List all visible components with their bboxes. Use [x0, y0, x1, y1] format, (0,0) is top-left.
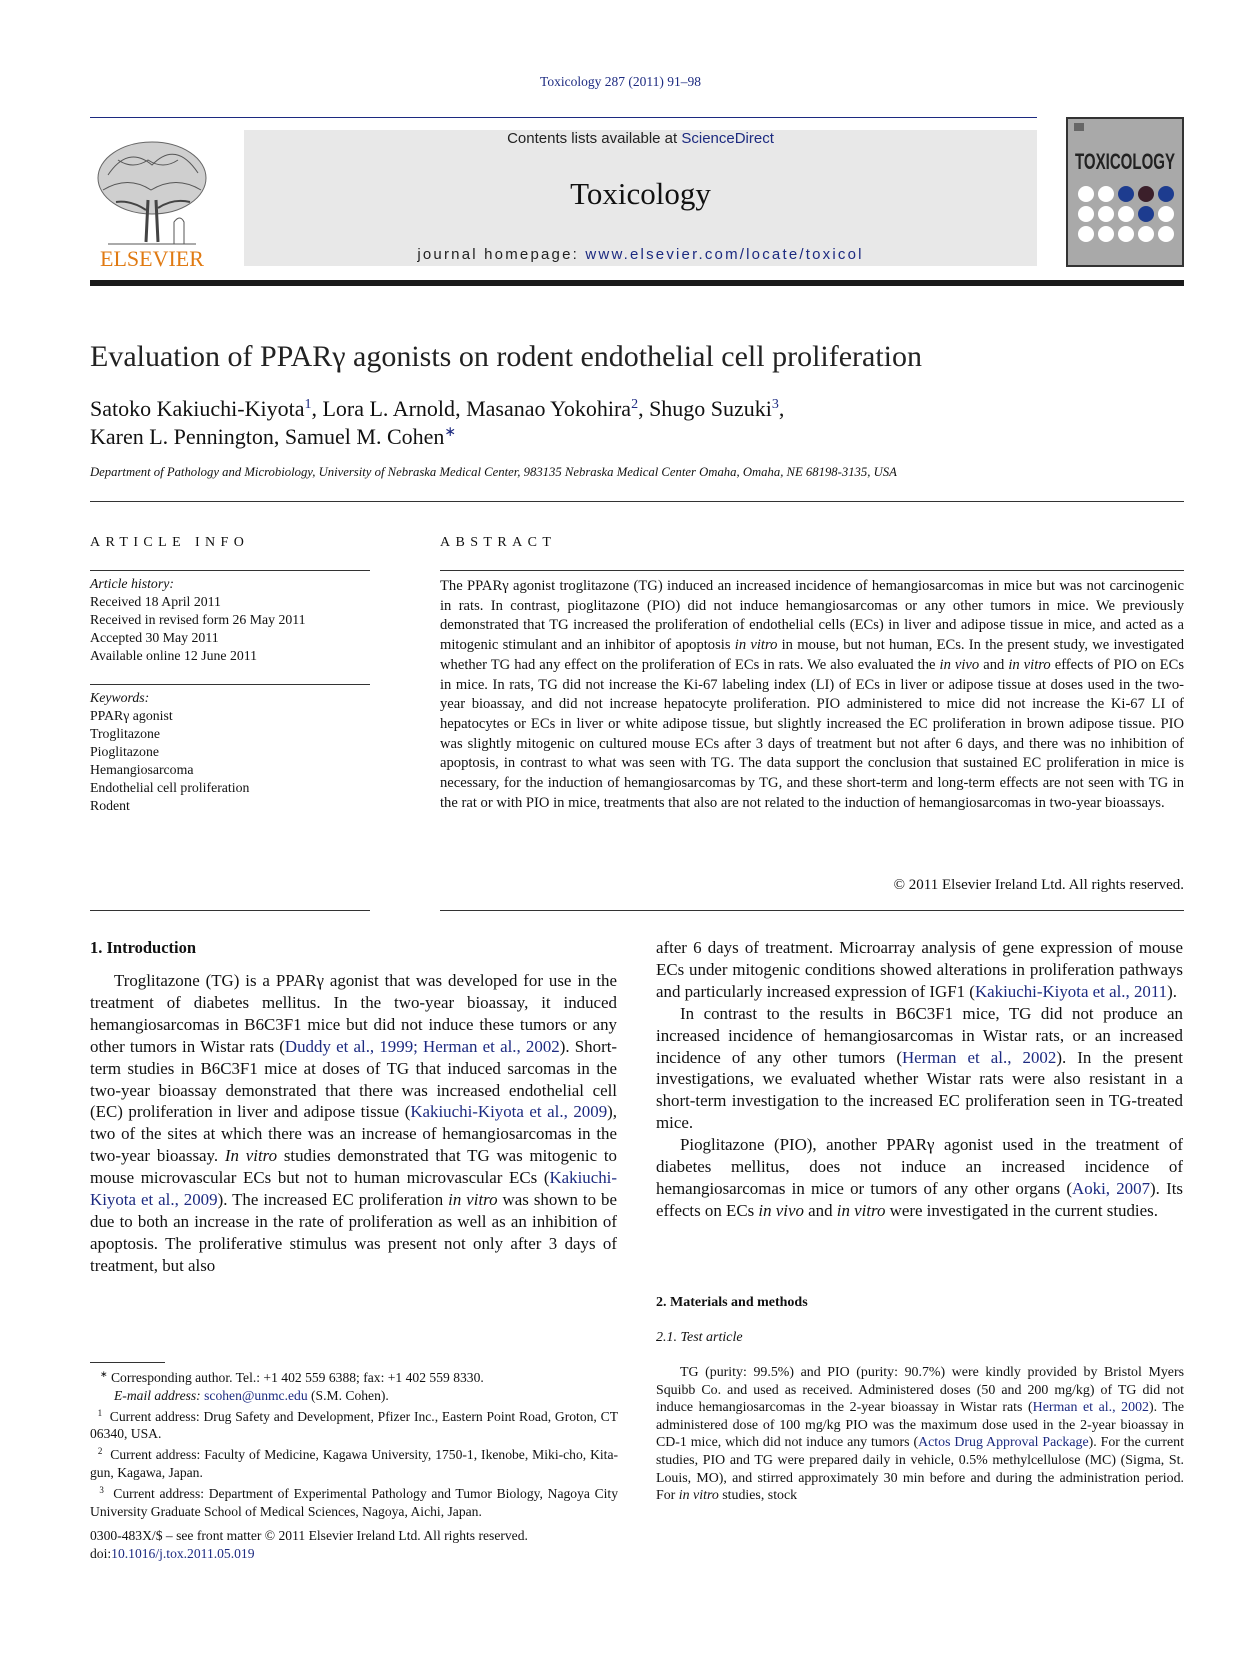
footnote-text: Corresponding author. Tel.: +1 402 559 6388; fax: +1 402 559 8330.	[110, 1370, 484, 1385]
test-article-subheading: 2.1. Test article	[656, 1330, 743, 1345]
contents-prefix: Contents lists available at	[507, 130, 682, 147]
journal-name: Toxicology	[570, 176, 711, 211]
text-run: TG (purity: 99.5%) and PIO (purity: 90.7%) were kindly provided by Bristol Myers Squibb Co. and used as received. Administered doses (50 and 200 mg/kg) of TG did not induce hemangiosarcomas in the 2-year bioassay in Wistar rats (	[656, 1365, 1184, 1416]
author-name[interactable]: Shugo Suzuki	[649, 396, 772, 421]
text-run: was shown to be due to both an increase in the rate of proliferation as well as an inhibition of apoptosis. The proliferative stimulus was present not only after 3 days of treatment, but also	[90, 1190, 618, 1275]
abstract-italic: in vivo	[939, 656, 980, 673]
text-run: Pioglitazone (PIO), another PPARγ agonist used in the treatment of diabetes mellitus, does not induce an increased incidence of hemangiosarcomas in mice or tumors of any other organs (	[656, 1135, 1183, 1198]
text-run: In contrast to the results in B6C3F1 mice, TG did not produce an increased incidence of hemangiosarcomas in Wistar rats, or an increased incidence of any other tumors (	[656, 1003, 1183, 1067]
reference-link[interactable]: Aoki, 2007	[1072, 1178, 1151, 1198]
author-affiliation-mark[interactable]: 2	[631, 397, 639, 412]
keyword-item: Troglitazone	[90, 726, 161, 741]
title-part: Evaluation of PPAR	[90, 340, 333, 373]
author-affiliation-mark[interactable]: 1	[304, 397, 312, 412]
contents-line	[244, 130, 1037, 147]
abstract-copyright: © 2011 Elsevier Ireland Ltd. All rights reserved.	[893, 877, 1184, 893]
header-bottom-rule	[90, 280, 1184, 286]
abstract-text-run: in mouse, but not human, ECs. In the present study, we investigated whether TG had any effect on the proliferation of ECs in rats. We also evaluated the	[440, 637, 1184, 673]
history-item: Received 18 April 2011	[90, 594, 221, 609]
reference-link[interactable]: Duddy et al., 1999; Herman et al., 2002	[284, 1036, 560, 1056]
elsevier-wordmark: ELSEVIER	[100, 246, 204, 271]
front-matter-line: 0300-483X/$ – see front matter © 2011 Elsevier Ireland Ltd. All rights reserved.	[90, 1528, 528, 1543]
abstract-rule	[440, 570, 1184, 571]
article-info-rule	[90, 910, 370, 911]
italic-run: in vivo	[758, 1200, 804, 1220]
text-run: ).	[1167, 981, 1177, 1001]
intro-paragraph	[656, 1134, 1183, 1222]
reference-link[interactable]: Herman et al., 2002	[1032, 1400, 1149, 1416]
italic-run: In vitro	[224, 1146, 278, 1166]
history-item: Available online 12 June 2011	[90, 648, 258, 663]
methods-heading: 2. Materials and methods	[656, 1295, 808, 1310]
abstract-text	[440, 577, 1184, 813]
sciencedirect-link[interactable]: ScienceDirect	[681, 130, 774, 147]
doi-link[interactable]: 10.1016/j.tox.2011.05.019	[111, 1545, 255, 1561]
reference-link[interactable]: Actos Drug Approval Package	[918, 1435, 1089, 1451]
footnotes	[90, 1366, 618, 1520]
methods-paragraph	[656, 1364, 1184, 1505]
article-history	[90, 575, 306, 665]
author-separator: ,	[273, 424, 285, 449]
header-top-rule	[90, 117, 1037, 118]
footnote-mark: ∗	[100, 1369, 108, 1379]
homepage-label: journal homepage:	[417, 246, 586, 263]
text-run: and	[803, 1200, 837, 1220]
keyword-item: PPARγ agonist	[90, 708, 173, 723]
reference-link[interactable]: Herman et al., 2002	[901, 1047, 1057, 1067]
address-footnote	[90, 1482, 618, 1521]
author-separator: ,	[311, 396, 323, 421]
footnote-text: Current address: Drug Safety and Development, Pfizer Inc., Eastern Point Road, Groton, CT 06340, USA.	[90, 1408, 619, 1442]
footnote-rule	[90, 1362, 165, 1363]
reference-link[interactable]: Kakiuchi-Kiyota et al., 2009	[410, 1102, 608, 1122]
text-run: after 6 days of treatment. Microarray analysis of gene expression of mouse ECs under mitogenic conditions showed alterations in proliferation pathways and particularly increased expression of IGF1 (	[656, 938, 1183, 1001]
author-list-line-2	[90, 424, 456, 450]
email-label: E-mail address:	[114, 1387, 201, 1403]
homepage-link[interactable]: www.elsevier.com/locate/toxicol	[585, 246, 864, 263]
title-gamma: γ	[332, 340, 346, 373]
introduction-heading: 1. Introduction	[90, 938, 197, 957]
doi-line	[90, 1545, 528, 1563]
author-separator: ,	[778, 396, 785, 421]
keyword-item: Endothelial cell proliferation	[90, 780, 250, 795]
history-item: Accepted 30 May 2011	[90, 630, 219, 645]
elsevier-logo[interactable]	[88, 130, 216, 270]
abstract-text-run: The PPARγ agonist troglitazone (TG) induced an increased incidence of hemangiosarcomas in mice but was not carcinogenic in rats. In contrast, pioglitazone (PIO) did not induce hemangiosarcomas or any other tumors in mice. We previously demonstrated that TG increased the proliferation of endothelial cells (ECs) in liver and adipose tissue in mice, and acted as a mitogenic stimulant and an inhibitor of apoptosis	[440, 578, 1184, 654]
author-affiliation-mark[interactable]: 3	[771, 397, 779, 412]
italic-run: in vitro	[836, 1200, 886, 1220]
text-run: ). Short-term studies in B6C3F1 mice at doses of TG that induced sarcomas in the two-year bioassay demonstrated that there was increased endothelial cell (EC) proliferation in liver and adipose tissue (	[90, 1036, 618, 1122]
keyword-item: Pioglitazone	[90, 744, 159, 759]
corresponding-author-footnote	[90, 1366, 618, 1387]
article-info-rule	[90, 570, 370, 571]
text-run: studies demonstrated that TG was mitogenic to mouse microvascular ECs but not to human microvascular ECs (	[90, 1146, 617, 1188]
article-info-rule	[90, 684, 370, 685]
introduction-column-1	[90, 970, 617, 1277]
abstract-rule	[440, 910, 1184, 911]
history-label: Article history:	[90, 576, 174, 591]
text-run: ), two of the sites at which there was an increase of hemangiosarcomas in the two-year bioassay.	[90, 1102, 617, 1166]
abstract-italic: in vitro	[1008, 656, 1051, 673]
author-affiliation: Department of Pathology and Microbiology, University of Nebraska Medical Center, 983135 Nebraska Medical Center Omaha, Omaha, NE 68198-3135, USA	[90, 465, 897, 479]
abstract-text-run: effects of PIO on ECs in mice. In rats, TG did not increase the Ki-67 labeling index (LI) of ECs in liver or adipose tissue at doses used in the two-year bioassay, and did not increase hepatocyte proliferation. PIO administered to mice did not increase the Ki-67 LI of hepatocytes or ECs in liver or white adipose tissue, but slightly increased the EC proliferation in brown adipose tissue. PIO was slightly mitogenic on cultured mouse ECs after 3 days of treatment but not after 6 days, and there was no inhibition of apoptosis, in contrast to what was seen with TG. The data support the conclusion that sustained EC proliferation in mice is necessary, for the induction of hemangiosarcomas by TG, and these short-term and long-term effects are not seen with TG in the rat or with PIO in mice, treatments that also are not related to the induction of hemangiosarcomas in two-year bioassays.	[440, 656, 1184, 811]
journal-cover-thumbnail[interactable]	[1066, 117, 1184, 267]
author-name[interactable]: Samuel M. Cohen	[284, 424, 445, 449]
journal-cover-icon	[1068, 119, 1182, 265]
author-name[interactable]: Satoko Kakiuchi-Kiyota	[90, 396, 305, 421]
title-part: agonists on rodent endothelial cell proliferation	[345, 340, 923, 373]
reference-link[interactable]: Kakiuchi-Kiyota et al., 2009	[90, 1168, 617, 1210]
author-separator: ,	[455, 396, 467, 421]
address-footnote	[90, 1405, 618, 1444]
email-suffix: (S.M. Cohen).	[307, 1387, 389, 1403]
footnote-text: Current address: Faculty of Medicine, Kagawa University, 1750-1, Ikenobe, Miki-cho, Kita-gun, Kagawa, Japan.	[90, 1447, 619, 1480]
text-run: ). For the current studies, PIO and TG were prepared daily in vehicle, 0.5% methylcellulose (MC) (Sigma, St. Louis, MO), and stirred approximately 30 min before and during the administration period. For	[656, 1435, 1184, 1504]
author-list-line-1	[90, 396, 784, 422]
italic-run: in vitro	[448, 1190, 498, 1210]
cover-title: TOXICOLOGY	[1075, 149, 1176, 174]
abstract-italic: in vitro	[734, 637, 778, 654]
author-name[interactable]: Lora L. Arnold	[322, 396, 456, 421]
author-name[interactable]: Masanao Yokohira	[466, 396, 632, 421]
intro-paragraph	[656, 1003, 1183, 1134]
journal-homepage	[244, 246, 1037, 263]
address-footnote	[90, 1443, 618, 1482]
text-run: were investigated in the current studies.	[885, 1200, 1158, 1220]
history-item: Received in revised form 26 May 2011	[90, 612, 306, 627]
front-matter	[90, 1527, 528, 1563]
corresponding-author-mark[interactable]: ∗	[444, 425, 457, 440]
footnote-mark: 3	[99, 1484, 104, 1495]
text-run: ). The administered dose of 100 mg/kg PIO was the maximum dose used in the 2-year bioassay in CD-1 mice, which did not induce any tumors (	[656, 1400, 1185, 1451]
text-run: Troglitazone (TG) is a PPARγ agonist that was developed for use in the treatment of diabetes mellitus. In the two-year bioassay, it induced hemangiosarcomas in B6C3F1 mice but did not induce these tumors or any other tumors in Wistar rats (	[90, 971, 617, 1056]
keyword-item: Hemangiosarcoma	[90, 762, 194, 777]
footnote-mark: 1	[97, 1407, 103, 1418]
elsevier-tree-icon	[88, 130, 216, 270]
introduction-column-2	[656, 937, 1183, 1222]
email-link[interactable]: scohen@unmc.edu	[204, 1387, 308, 1403]
author-separator: ,	[638, 396, 650, 421]
keywords-label: Keywords:	[90, 690, 150, 705]
article-title	[90, 340, 922, 374]
reference-link[interactable]: Kakiuchi-Kiyota et al., 2011	[974, 981, 1168, 1001]
abstract-heading: ABSTRACT	[440, 535, 557, 550]
email-footnote	[90, 1387, 618, 1405]
test-article-text	[656, 1364, 1184, 1505]
keyword-item: Rodent	[90, 798, 130, 813]
article-info-heading: ARTICLE INFO	[90, 535, 250, 550]
intro-paragraph	[656, 937, 1183, 1003]
abstract-text-run: and	[979, 656, 1009, 673]
text-run: ). In the present investigations, we evaluated whether Wistar rats were also resistant in a short-term investigation to the increased EC proliferation seen in TG-treated mice.	[656, 1047, 1183, 1133]
footnote-mark: 2	[97, 1446, 103, 1457]
text-run: studies, stock	[718, 1488, 798, 1504]
intro-paragraph	[90, 970, 617, 1277]
author-name[interactable]: Karen L. Pennington	[90, 424, 274, 449]
keywords-list	[90, 689, 249, 815]
italic-run: in vitro	[678, 1488, 719, 1504]
text-run: ). Its effects on ECs	[656, 1178, 1184, 1220]
doi-label: doi:	[90, 1545, 112, 1561]
abstract-paragraph	[440, 577, 1184, 813]
footnote-text: Current address: Department of Experimental Pathology and Tumor Biology, Nagoya City University Graduate School of Medical Sciences, Nagoya, Aichi, Japan.	[90, 1485, 619, 1519]
affiliation-rule	[90, 501, 1184, 502]
text-run: ). The increased EC proliferation	[217, 1190, 449, 1210]
journal-citation[interactable]: Toxicology 287 (2011) 91–98	[540, 74, 701, 89]
